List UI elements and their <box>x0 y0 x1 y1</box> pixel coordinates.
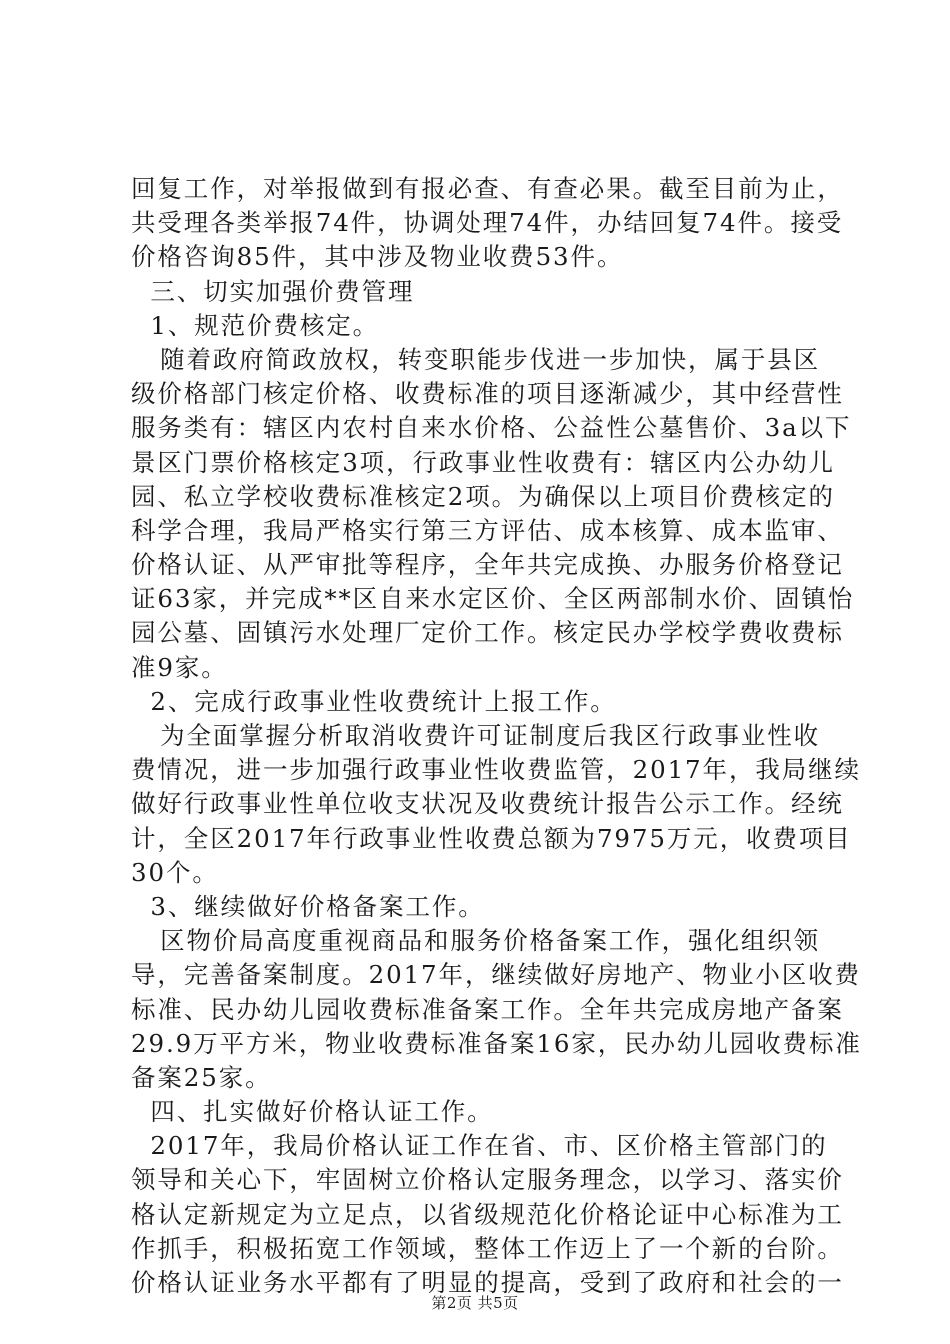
text-line: 科学合理，我局严格实行第三方评估、成本核算、成本监审、 <box>131 515 844 545</box>
section-heading: 三、切实加强价费管理 <box>131 276 415 306</box>
text-line: 格认定新规定为立足点，以省级规范化价格论证中心标准为工 <box>131 1199 844 1229</box>
text-line: 回复工作，对举报做到有报必查、有查必果。截至目前为止， <box>131 174 844 203</box>
text-line: 为全面掌握分析取消收费许可证制度后我区行政事业性收 <box>131 721 821 750</box>
text-line: 2017年，我局价格认证工作在省、市、区价格主管部门的 <box>131 1131 828 1161</box>
document-body <box>131 172 862 1300</box>
page-number-footer: 第2页 共5页 <box>431 1294 519 1312</box>
text-line: 随着政府简政放权，转变职能步伐进一步加快，属于县区 <box>131 344 821 374</box>
text-line: 级价格部门核定价格、收费标准的项目逐渐减少，其中经营性 <box>131 379 844 409</box>
subsection-heading: 1、规范价费核定。 <box>131 310 380 340</box>
subsection-heading: 2、完成行政事业性收费统计上报工作。 <box>131 686 617 716</box>
text-line: 景区门票价格核定3项，行政事业性收费有：辖区内公办幼儿 <box>131 447 835 477</box>
text-line: 准9家。 <box>131 652 228 682</box>
text-line: 作抓手，积极拓宽工作领域，整体工作迈上了一个新的台阶。 <box>131 1233 844 1263</box>
text-line: 价格咨询85件，其中涉及物业收费53件。 <box>131 242 624 272</box>
text-line: 29.9万平方米，物业收费标准备案16家，民办幼儿园收费标准 <box>131 1028 862 1058</box>
text-line: 计，全区2017年行政事业性收费总额为7975万元，收费项目 <box>131 823 852 853</box>
section-heading: 四、扎实做好价格认证工作。 <box>131 1097 494 1127</box>
text-line: 证63家，并完成**区自来水定区价、全区两部制水价、固镇怡 <box>131 584 855 614</box>
text-line: 领导和关心下，牢固树立价格认定服务理念，以学习、落实价 <box>131 1165 844 1195</box>
text-line: 导，完善备案制度。2017年，继续做好房地产、物业小区收费 <box>131 960 861 990</box>
text-line: 价格认证业务水平都有了明显的提高，受到了政府和社会的一 <box>131 1268 844 1297</box>
subsection-heading: 3、继续做好价格备案工作。 <box>131 891 485 921</box>
text-line: 费情况，进一步加强行政事业性收费监管，2017年，我局继续 <box>131 755 861 785</box>
text-line: 标准、民办幼儿园收费标准备案工作。全年共完成房地产备案 <box>131 994 844 1024</box>
text-line: 30个。 <box>131 857 219 887</box>
text-line: 做好行政事业性单位收支状况及收费统计报告公示工作。经统 <box>131 789 844 819</box>
text-line: 区物价局高度重视商品和服务价格备案工作，强化组织领 <box>131 926 821 956</box>
text-line: 服务类有：辖区内农村自来水价格、公益性公墓售价、3a以下 <box>131 413 852 443</box>
text-line: 共受理各类举报74件，协调处理74件，办结回复74件。接受 <box>131 208 844 238</box>
text-line: 价格认证、从严审批等程序，全年共完成换、办服务价格登记 <box>131 550 844 580</box>
text-line: 备案25家。 <box>131 1062 272 1092</box>
text-line: 园、私立学校收费标准核定2项。为确保以上项目价费核定的 <box>131 481 835 511</box>
text-line: 园公墓、固镇污水处理厂定价工作。核定民办学校学费收费标 <box>131 618 844 648</box>
